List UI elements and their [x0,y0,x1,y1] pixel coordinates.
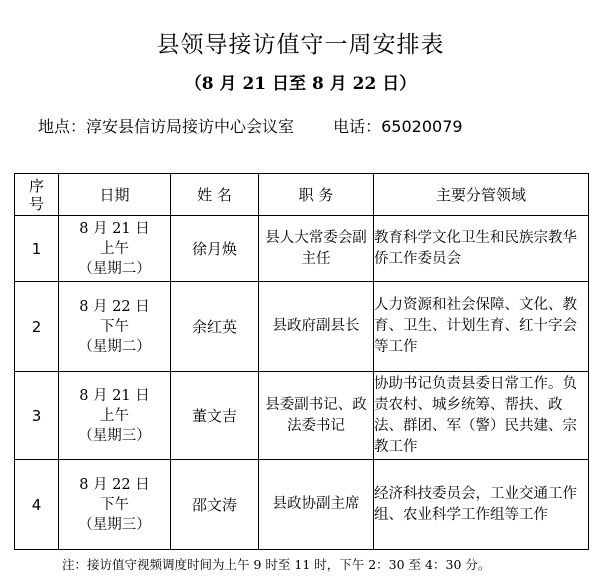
row-name: 徐月焕 [171,216,259,282]
row-name: 余红英 [171,282,259,372]
header-date: 日期 [59,174,171,216]
header-name: 姓 名 [171,174,259,216]
row-date: 8 月 21 日 上午 （星期三） [59,372,171,460]
row-seq: 4 [15,460,59,550]
phone-number: 65020079 [381,117,463,136]
row-name: 邵文涛 [171,460,259,550]
row-position: 县政协副主席 [259,460,374,550]
row-duties: 人力资源和社会保障、文化、教育、卫生、计划生育、红十字会等工作 [374,282,589,372]
row-position: 县委副书记、政法委书记 [259,372,374,460]
row-seq: 2 [15,282,59,372]
row-position: 县人大常委会副主任 [259,216,374,282]
row-position: 县政府副县长 [259,282,374,372]
table-row [15,216,589,282]
page-title: 县领导接访值守一周安排表 [156,32,445,58]
row-duties: 教育科学文化卫生和民族宗教华侨工作委员会 [374,216,589,282]
row-date: 8 月 22 日 下午 （星期三） [59,460,171,550]
location-line [38,116,463,138]
row-seq: 3 [15,372,59,460]
phone-label: 电话： [333,117,382,136]
date-range-subtitle: （8 月 21 日至 8 月 22 日） [184,74,417,94]
row-duties: 协助书记负责县委日常工作。负责农村、城乡统筹、帮扶、政法、群团、军（警）民共建、宗教工作 [374,372,589,460]
footnote: 注：接访值守视频调度时间为上午 9 时至 11 时，下午 2：30 至 4：30 分。 [62,557,491,572]
table-row [15,372,589,460]
header-position: 职 务 [259,174,374,216]
table-row [15,282,589,372]
schedule-table [14,173,589,550]
row-date: 8 月 22 日 下午 （星期二） [59,282,171,372]
row-name: 董文吉 [171,372,259,460]
table-row [15,460,589,550]
header-duties: 主要分管领域 [374,174,589,216]
location-label: 地点：淳安县信访局接访中心会议室 [38,117,295,136]
table-header-row [15,174,589,216]
header-seq: 序 号 [15,174,59,216]
row-seq: 1 [15,216,59,282]
row-duties: 经济科技委员会，工业交通工作组、农业科学工作组等工作 [374,460,589,550]
row-date: 8 月 21 日 上午 （星期二） [59,216,171,282]
